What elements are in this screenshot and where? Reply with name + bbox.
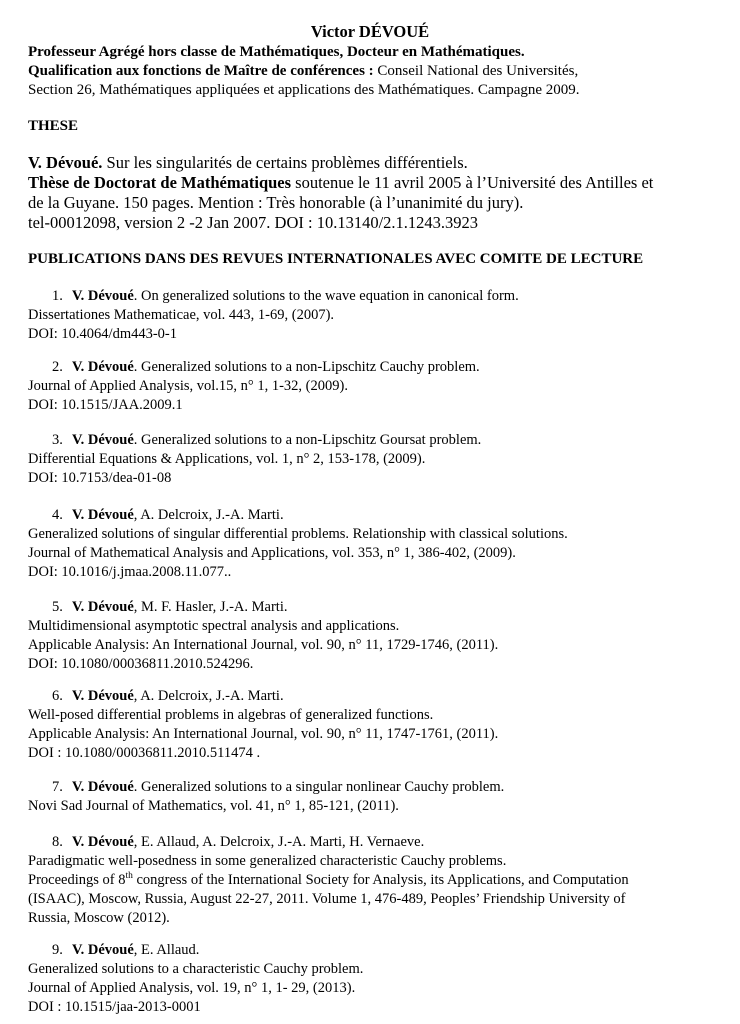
publication-journal: Differential Equations & Applications, vol. 1, n° 2, 153-178, (2009). [28, 451, 426, 467]
publication-title: Paradigmatic well-posedness in some generalized characteristic Cauchy problems. [28, 853, 507, 869]
publication-journal: Dissertationes Mathematicae, vol. 443, 1-69, (2007). [28, 307, 335, 323]
publication-author: V. Dévoué [72, 599, 134, 615]
publication-title: Multidimensional asymptotic spectral analysis and applications. [28, 618, 400, 634]
qualification-label: Qualification aux fonctions de Maître de conférences : [28, 63, 374, 79]
publication-title: Generalized solutions to a characteristic Cauchy problem. [28, 961, 364, 977]
thesis-degree: Thèse de Doctorat de Mathématiques [28, 173, 292, 192]
publication-doi: DOI: 10.1515/JAA.2009.1 [28, 397, 183, 413]
publication-coauthors: , A. Delcroix, J.-A. Marti. [133, 688, 284, 704]
publication-proceedings [28, 871, 629, 890]
publication-author: V. Dévoué [72, 942, 134, 958]
ordinal-suffix: th [125, 871, 133, 881]
publication-coauthors: , E. Allaud, A. Delcroix, J.-A. Marti, H. Vernaeve. [133, 834, 425, 850]
thesis-institution-line: de la Guyane. 150 pages. Mention : Très honorable (à l’unanimité du jury). [28, 193, 524, 212]
publication-item [28, 778, 504, 816]
publication-title: Well-posed differential problems in algebras of generalized functions. [28, 707, 434, 723]
publication-author: V. Dévoué [72, 507, 134, 523]
qualification-line-2: Section 26, Mathématiques appliquées et applications des Mathématiques. Campagne 2009. [28, 82, 580, 98]
publication-doi: DOI: 10.7153/dea-01-08 [28, 470, 172, 486]
thesis-heading: THESE [28, 118, 79, 134]
proceedings-prefix: Proceedings of 8 [28, 872, 126, 888]
thesis-subject: Sur les singularités de certains problèmes différentiels. [102, 153, 468, 172]
publication-publisher: Russia, Moscow (2012). [28, 910, 170, 926]
publication-doi: DOI : 10.1515/jaa-2013-0001 [28, 999, 201, 1015]
publication-journal: Novi Sad Journal of Mathematics, vol. 41, n° 1, 85-121, (2011). [28, 798, 399, 814]
publication-doi: DOI: 10.4064/dm443-0-1 [28, 326, 178, 342]
publication-doi: DOI: 10.1080/00036811.2010.524296. [28, 656, 254, 672]
publication-number: 1. [52, 288, 63, 304]
author-name: Victor DÉVOUÉ [310, 22, 430, 41]
publication-journal: Journal of Mathematical Analysis and Applications, vol. 353, n° 1, 386-402, (2009). [28, 545, 516, 561]
qualification-body: Conseil National des Universités, [373, 63, 579, 79]
publication-author: V. Dévoué [72, 688, 134, 704]
publication-venue: (ISAAC), Moscow, Russia, August 22-27, 2011. Volume 1, 476-489, Peoples’ Friendship University of [28, 891, 626, 907]
publication-journal: Applicable Analysis: An International Journal, vol. 90, n° 11, 1747-1761, (2011). [28, 726, 499, 742]
publication-title: . Generalized solutions to a non-Lipschitz Goursat problem. [133, 432, 482, 448]
publication-item [28, 598, 498, 674]
qualification-line [28, 62, 578, 81]
publication-author: V. Dévoué [72, 834, 134, 850]
proceedings-congress: congress of the International Society for Analysis, its Applications, and Computation [132, 872, 629, 888]
publication-item [28, 506, 568, 582]
publication-doi: DOI : 10.1080/00036811.2010.511474 . [28, 745, 261, 761]
publication-number: 3. [52, 432, 63, 448]
publication-number: 4. [52, 507, 63, 523]
publication-item [28, 287, 519, 344]
publication-coauthors: , E. Allaud. [133, 942, 200, 958]
publication-title: . Generalized solutions to a non-Lipschitz Cauchy problem. [133, 359, 480, 375]
publication-journal: Journal of Applied Analysis, vol. 19, n° 1, 1- 29, (2013). [28, 980, 356, 996]
publication-title: . On generalized solutions to the wave equation in canonical form. [133, 288, 519, 304]
publication-journal: Journal of Applied Analysis, vol.15, n° 1, 1-32, (2009). [28, 378, 348, 394]
publication-item [28, 687, 498, 763]
publication-number: 6. [52, 688, 63, 704]
publication-number: 8. [52, 834, 63, 850]
publication-number: 2. [52, 359, 63, 375]
publication-author: V. Dévoué [72, 779, 134, 795]
publication-item [28, 358, 480, 415]
publications-heading: PUBLICATIONS DANS DES REVUES INTERNATIONALES AVEC COMITE DE LECTURE [28, 251, 644, 267]
publication-title: Generalized solutions of singular differential problems. Relationship with classical solutions. [28, 526, 568, 542]
publication-title: . Generalized solutions to a singular nonlinear Cauchy problem. [133, 779, 505, 795]
thesis-doi-line: tel-00012098, version 2 -2 Jan 2007. DOI : 10.13140/2.1.1243.3923 [28, 213, 479, 232]
academic-title: Professeur Agrégé hors classe de Mathématiques, Docteur en Mathématiques. [28, 44, 525, 60]
thesis-author: V. Dévoué. [28, 153, 103, 172]
publication-item [28, 833, 629, 928]
publication-item [28, 941, 363, 1017]
publication-author: V. Dévoué [72, 432, 134, 448]
thesis-title-line [28, 153, 468, 173]
publication-journal: Applicable Analysis: An International Journal, vol. 90, n° 11, 1729-1746, (2011). [28, 637, 499, 653]
publication-item [28, 431, 481, 488]
publication-number: 9. [52, 942, 63, 958]
publication-coauthors: , M. F. Hasler, J.-A. Marti. [133, 599, 288, 615]
thesis-defense: soutenue le 11 avril 2005 à l’Université des Antilles et [291, 173, 654, 192]
publication-author: V. Dévoué [72, 359, 134, 375]
publication-doi: DOI: 10.1016/j.jmaa.2008.11.077.. [28, 564, 232, 580]
publication-author: V. Dévoué [72, 288, 134, 304]
thesis-degree-line [28, 173, 653, 193]
publication-number: 7. [52, 779, 63, 795]
publication-number: 5. [52, 599, 63, 615]
publication-coauthors: , A. Delcroix, J.-A. Marti. [133, 507, 284, 523]
